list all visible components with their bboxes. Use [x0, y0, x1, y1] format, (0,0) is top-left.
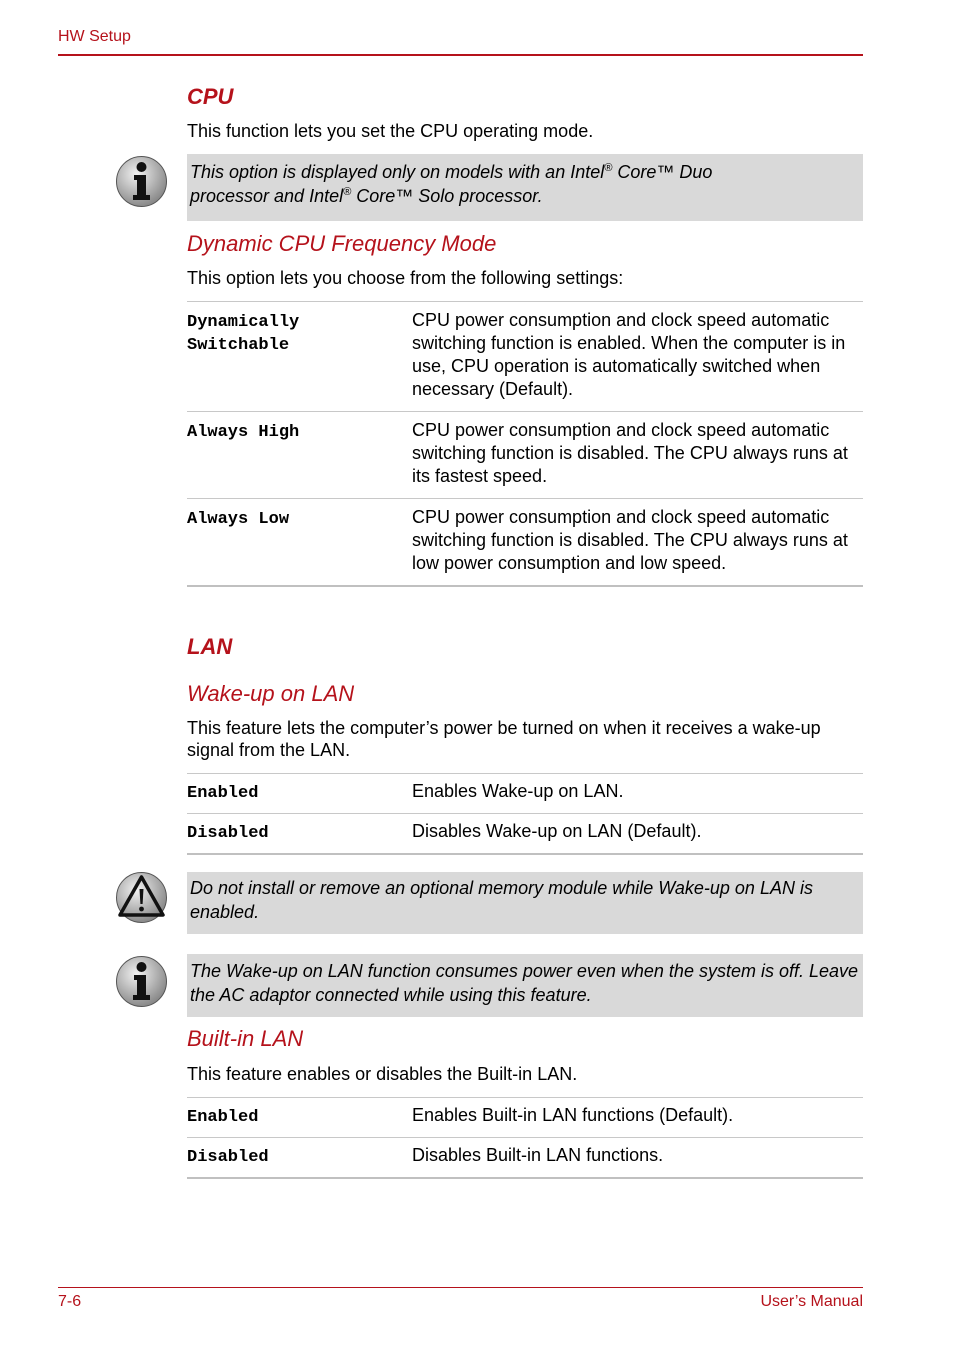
table-row [187, 1138, 863, 1179]
cpu-intro: This function lets you set the CPU operating mode. [187, 121, 594, 141]
note-text: Core™ Solo processor. [351, 186, 543, 206]
option-description: Enables Wake-up on LAN. [412, 774, 863, 814]
table-row [187, 774, 863, 814]
option-description: CPU power consumption and clock speed automatic switching function is enabled. When the computer is in use, CPU operation is automatically switched when necessary (Default). [412, 302, 863, 412]
wake-on-lan-table [187, 773, 863, 855]
note-line-2 [190, 184, 859, 208]
option-description: Enables Built-in LAN functions (Default). [412, 1098, 863, 1138]
table-row [187, 814, 863, 855]
option-name: Always High [187, 412, 412, 499]
table-row [187, 499, 863, 587]
footer-rule [58, 1287, 863, 1288]
table-row [187, 1098, 863, 1138]
option-name: Enabled [187, 774, 412, 814]
cpu-heading: CPU [187, 84, 234, 109]
header-rule [58, 54, 863, 56]
table-row [187, 412, 863, 499]
option-description: CPU power consumption and clock speed automatic switching function is disabled. The CPU always runs at low power consumption and low speed. [412, 499, 863, 587]
builtin-lan-table [187, 1097, 863, 1179]
option-name-line: Dynamically [187, 313, 300, 332]
note-line-1 [190, 160, 859, 184]
option-name: Always Low [187, 499, 412, 587]
wake-on-lan-heading: Wake-up on LAN [187, 681, 355, 706]
manual-title: User’s Manual [760, 1293, 863, 1310]
page-number: 7-6 [58, 1293, 82, 1310]
lan-heading: LAN [187, 634, 233, 659]
info-note: The Wake-up on LAN function consumes power even when the system is off. Leave the AC adaptor connected while using this feature. [187, 954, 863, 1017]
option-name: Disabled [187, 814, 412, 855]
option-name: Enabled [187, 1098, 412, 1138]
option-name-line: Switchable [187, 336, 290, 355]
info-icon [115, 955, 168, 1008]
note-text: processor and Intel [190, 186, 344, 206]
option-description: Disables Wake-up on LAN (Default). [412, 814, 863, 855]
warning-icon [115, 871, 168, 924]
option-name: Disabled [187, 1138, 412, 1179]
dynamic-cpu-intro: This option lets you choose from the following settings: [187, 268, 624, 288]
option-description: Disables Built-in LAN functions. [412, 1138, 863, 1179]
info-icon [115, 155, 168, 208]
registered-mark: ® [343, 186, 352, 198]
note-text: Core™ Duo [612, 162, 713, 182]
cpu-options-table [187, 301, 863, 587]
registered-mark: ® [604, 162, 613, 174]
wake-on-lan-intro: This feature lets the computer’s power be turned on when it receives a wake-up signal from the LAN. [187, 718, 821, 760]
warning-note: Do not install or remove an optional memory module while Wake-up on LAN is enabled. [187, 872, 863, 934]
dynamic-cpu-heading: Dynamic CPU Frequency Mode [187, 231, 497, 256]
option-description: CPU power consumption and clock speed automatic switching function is disabled. The CPU always runs at its fastest speed. [412, 412, 863, 499]
running-header: HW Setup [58, 28, 131, 45]
option-name [187, 302, 412, 412]
note-text: This option is displayed only on models with an Intel [190, 162, 605, 182]
builtin-lan-intro: This feature enables or disables the Built-in LAN. [187, 1064, 578, 1084]
table-row [187, 302, 863, 412]
cpu-info-note [187, 154, 863, 221]
builtin-lan-heading: Built-in LAN [187, 1026, 304, 1051]
